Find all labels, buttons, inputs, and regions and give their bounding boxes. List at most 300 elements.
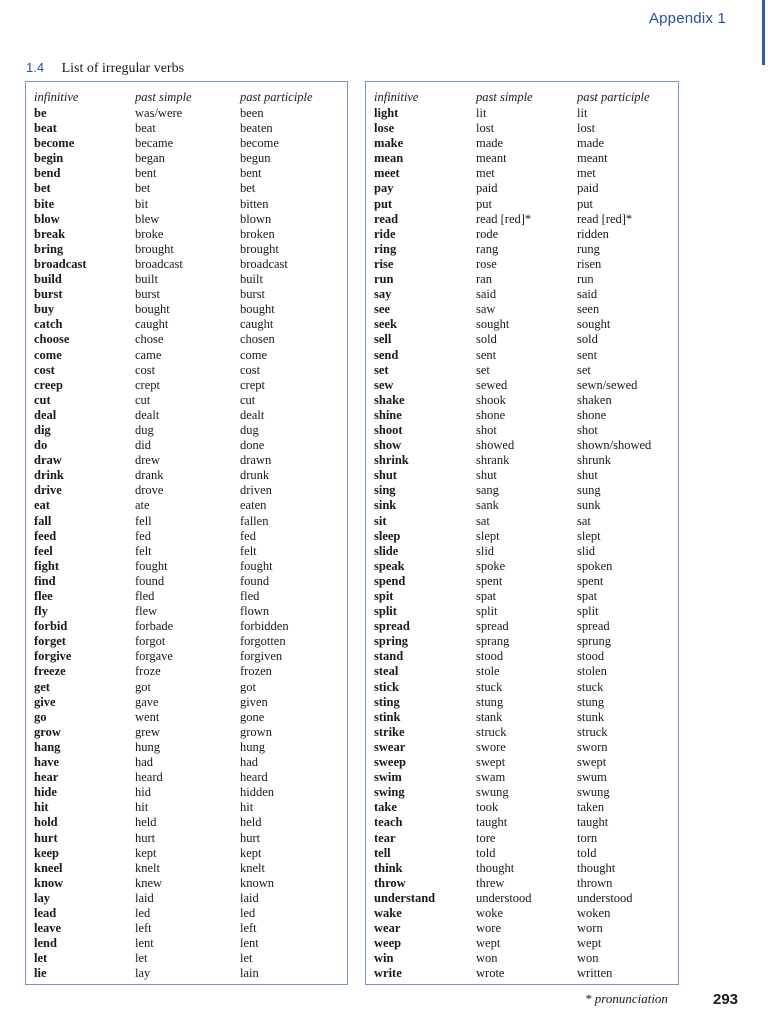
verb-row <box>374 740 677 755</box>
footnote: * pronunciation <box>585 991 668 1006</box>
verb-past-simple: kept <box>135 845 157 860</box>
column-header-infinitive: infinitive <box>374 90 419 104</box>
verb-row <box>374 966 677 981</box>
verb-row <box>374 468 677 483</box>
verb-row <box>374 680 677 695</box>
verb-past-simple: forgot <box>135 634 166 649</box>
verb-row <box>374 604 677 619</box>
verb-past-simple: fought <box>135 558 168 573</box>
verb-past-participle: read [red]* <box>577 211 633 226</box>
verb-past-simple: won <box>476 951 498 966</box>
verb-past-simple: spread <box>476 619 509 634</box>
verb-past-participle: woken <box>577 905 611 920</box>
verb-row <box>374 695 677 710</box>
verb-past-participle: got <box>240 679 256 694</box>
verb-row <box>34 861 345 876</box>
verb-infinitive: drink <box>34 468 64 483</box>
verb-row <box>34 695 345 710</box>
verb-infinitive: fly <box>34 604 48 619</box>
verb-past-participle: grown <box>240 724 272 739</box>
verb-past-simple: stood <box>476 649 504 664</box>
verb-row <box>374 876 677 891</box>
verb-infinitive: stick <box>374 679 399 694</box>
verb-row <box>374 951 677 966</box>
verb-row <box>34 423 345 438</box>
verb-past-simple: caught <box>135 317 169 332</box>
verb-past-simple: brought <box>135 241 174 256</box>
verb-past-participle: left <box>240 921 257 936</box>
verb-past-simple: led <box>135 905 151 920</box>
verb-infinitive: keep <box>34 845 59 860</box>
verb-past-participle: stuck <box>577 679 604 694</box>
verb-row <box>34 770 345 785</box>
verb-row <box>374 227 677 242</box>
verb-infinitive: eat <box>34 498 50 513</box>
verb-past-participle: bought <box>240 302 275 317</box>
verb-past-simple: threw <box>476 875 505 890</box>
verb-past-participle: seen <box>577 302 600 317</box>
verb-past-participle: spread <box>577 619 610 634</box>
verb-past-participle: fed <box>240 528 256 543</box>
verb-infinitive: hear <box>34 770 59 785</box>
column-header-past-simple: past simple <box>476 90 533 104</box>
verb-past-participle: put <box>577 196 593 211</box>
verb-past-simple: forbade <box>135 619 174 634</box>
verb-infinitive: send <box>374 347 399 362</box>
verb-infinitive: become <box>34 136 75 151</box>
verb-past-participle: dealt <box>240 407 265 422</box>
verb-row <box>374 136 677 151</box>
section-number: 1.4 <box>26 60 45 75</box>
verb-infinitive: swear <box>374 739 406 754</box>
verb-row <box>374 498 677 513</box>
verb-infinitive: put <box>374 196 393 211</box>
verb-infinitive: stand <box>374 649 404 664</box>
verb-past-participle: hung <box>240 739 265 754</box>
verb-list-right <box>374 106 677 981</box>
verb-infinitive: think <box>374 860 403 875</box>
verb-past-participle: chosen <box>240 332 275 347</box>
verb-row <box>374 408 677 423</box>
verb-past-participle: lent <box>240 936 259 951</box>
verb-infinitive: swim <box>374 770 402 785</box>
verb-row <box>34 106 345 121</box>
verb-past-simple: spoke <box>476 558 506 573</box>
verb-infinitive: be <box>34 106 47 120</box>
verb-past-simple: sat <box>476 513 490 528</box>
verb-row <box>374 725 677 740</box>
verb-past-simple: crept <box>135 377 160 392</box>
verb-past-simple: held <box>135 815 157 830</box>
verb-row <box>374 619 677 634</box>
verb-infinitive: deal <box>34 407 57 422</box>
verb-infinitive: say <box>374 287 392 302</box>
verb-row <box>374 257 677 272</box>
verb-infinitive: break <box>34 226 66 241</box>
verb-past-simple: rose <box>476 256 497 271</box>
verb-past-simple: said <box>476 287 497 302</box>
verb-past-participle: flown <box>240 604 270 619</box>
verb-infinitive: spend <box>374 573 406 588</box>
verb-row <box>374 800 677 815</box>
verb-row <box>374 936 677 951</box>
section-title: List of irregular verbs <box>61 61 185 76</box>
verb-row <box>34 604 345 619</box>
verb-past-participle: found <box>240 573 270 588</box>
verb-past-participle: made <box>577 136 605 151</box>
verb-infinitive: pay <box>374 181 394 196</box>
verb-row <box>374 483 677 498</box>
verb-infinitive: fall <box>34 513 52 528</box>
verb-past-simple: sewed <box>476 377 508 392</box>
verb-row <box>34 831 345 846</box>
verb-past-simple: broadcast <box>135 256 183 271</box>
verb-past-simple: drew <box>135 453 160 468</box>
verb-row <box>374 831 677 846</box>
verb-past-participle: meant <box>577 151 608 166</box>
verb-past-participle: been <box>240 106 264 120</box>
verb-past-participle: crept <box>240 377 265 392</box>
verb-infinitive: strike <box>374 724 405 739</box>
verb-past-simple: lit <box>476 106 487 120</box>
verb-past-simple: swam <box>476 770 506 785</box>
verb-row <box>34 514 345 529</box>
verb-past-simple: did <box>135 438 151 453</box>
verb-row <box>34 197 345 212</box>
verb-past-simple: let <box>135 951 148 966</box>
verb-infinitive: sit <box>374 513 387 528</box>
verb-infinitive: sing <box>374 483 396 498</box>
verb-past-simple: cut <box>135 392 151 407</box>
verb-row <box>34 348 345 363</box>
verb-past-participle: drunk <box>240 468 270 483</box>
verb-row <box>374 785 677 800</box>
verb-past-simple: slid <box>476 543 495 558</box>
verb-past-simple: woke <box>476 905 504 920</box>
verb-past-participle: frozen <box>240 664 272 679</box>
verb-infinitive: throw <box>374 875 406 890</box>
verb-past-simple: shook <box>476 392 506 407</box>
verb-row <box>34 408 345 423</box>
verb-infinitive: spread <box>374 619 410 634</box>
verb-past-participle: caught <box>240 317 274 332</box>
verb-infinitive: win <box>374 951 394 966</box>
verb-past-participle: forgiven <box>240 649 283 664</box>
verb-past-participle: forbidden <box>240 619 289 634</box>
verb-past-participle: kept <box>240 845 262 860</box>
verb-infinitive: begin <box>34 151 64 166</box>
verb-past-simple: was/were <box>135 106 183 120</box>
verb-infinitive: bet <box>34 181 51 196</box>
column-header-past-participle: past participle <box>240 90 313 104</box>
verb-row <box>34 921 345 936</box>
verb-infinitive: mean <box>374 151 404 166</box>
verb-infinitive: ride <box>374 226 396 241</box>
column-header-infinitive: infinitive <box>34 90 79 104</box>
verb-row <box>374 317 677 332</box>
verb-infinitive: leave <box>34 921 62 936</box>
verb-past-simple: knelt <box>135 860 160 875</box>
verb-past-simple: set <box>476 362 490 377</box>
verb-past-participle: met <box>577 166 596 181</box>
verb-past-participle: swept <box>577 755 607 770</box>
verb-past-participle: ridden <box>577 226 609 241</box>
verb-past-participle: taught <box>577 815 609 830</box>
verb-infinitive: give <box>34 694 56 709</box>
verb-past-participle: drawn <box>240 453 272 468</box>
verb-infinitive: weep <box>374 936 402 951</box>
verb-infinitive: find <box>34 573 56 588</box>
verb-past-simple: felt <box>135 543 152 558</box>
verb-row <box>374 921 677 936</box>
verb-infinitive: shine <box>374 407 402 422</box>
verb-infinitive: show <box>374 438 402 453</box>
verb-past-simple: had <box>135 755 154 770</box>
verb-past-participle: broadcast <box>240 256 288 271</box>
verb-past-participle: bitten <box>240 196 269 211</box>
verb-row <box>34 363 345 378</box>
verb-infinitive: sink <box>374 498 397 513</box>
verb-past-simple: sent <box>476 347 497 362</box>
verb-infinitive: lie <box>34 966 47 981</box>
verb-past-simple: shone <box>476 407 506 422</box>
verb-infinitive: broadcast <box>34 256 87 271</box>
verb-past-simple: chose <box>135 332 164 347</box>
verb-row <box>374 287 677 302</box>
verb-infinitive: fight <box>34 558 59 573</box>
verb-past-participle: forgotten <box>240 634 286 649</box>
verb-row <box>34 634 345 649</box>
verb-past-participle: spent <box>577 573 604 588</box>
verb-infinitive: hurt <box>34 830 58 845</box>
verb-infinitive: have <box>34 755 59 770</box>
verb-past-simple: burst <box>135 287 160 302</box>
verb-past-simple: wore <box>476 921 501 936</box>
verb-past-participle: gone <box>240 709 265 724</box>
verb-row <box>374 393 677 408</box>
verb-past-simple: wrote <box>476 966 505 981</box>
verb-past-simple: blew <box>135 211 160 226</box>
verb-infinitive: slide <box>374 543 399 558</box>
verb-past-participle: spoken <box>577 558 613 573</box>
verb-past-simple: spent <box>476 573 503 588</box>
verb-infinitive: choose <box>34 332 70 347</box>
verb-infinitive: swing <box>374 785 405 800</box>
verb-infinitive: sell <box>374 332 392 347</box>
verb-row <box>374 529 677 544</box>
verb-past-participle: dug <box>240 422 259 437</box>
verb-row <box>34 438 345 453</box>
verb-past-simple: laid <box>135 890 154 905</box>
verb-infinitive: spring <box>374 634 409 649</box>
verb-row <box>34 755 345 770</box>
verb-past-simple: meant <box>476 151 507 166</box>
verb-row <box>374 906 677 921</box>
verb-past-participle: cost <box>240 362 261 377</box>
verb-past-simple: found <box>135 573 165 588</box>
verb-infinitive: hang <box>34 739 61 754</box>
verb-infinitive: hide <box>34 785 57 800</box>
verb-past-simple: saw <box>476 302 496 317</box>
verb-past-simple: ate <box>135 498 150 513</box>
verb-past-participle: fled <box>240 589 260 603</box>
verb-infinitive: catch <box>34 317 63 332</box>
verb-past-participle: shone <box>577 407 607 422</box>
verb-past-simple: stuck <box>476 679 503 694</box>
verb-past-simple: froze <box>135 664 161 679</box>
verb-row <box>34 725 345 740</box>
verb-past-participle: beaten <box>240 121 273 136</box>
verb-row <box>34 136 345 151</box>
verb-infinitive: come <box>34 347 62 362</box>
verb-past-simple: sold <box>476 332 497 347</box>
verb-infinitive: freeze <box>34 664 66 679</box>
verb-past-participle: come <box>240 347 268 362</box>
verb-past-participle: begun <box>240 151 271 166</box>
verb-past-simple: met <box>476 166 495 181</box>
table-header-row <box>34 88 345 106</box>
verb-row <box>34 529 345 544</box>
verb-past-simple: bet <box>135 181 151 196</box>
verb-row <box>34 800 345 815</box>
verb-past-simple: drank <box>135 468 164 483</box>
verb-row <box>374 272 677 287</box>
verb-past-participle: sold <box>577 332 598 347</box>
verb-infinitive: forbid <box>34 619 68 634</box>
verb-past-participle: laid <box>240 890 259 905</box>
verb-row <box>374 815 677 830</box>
verb-row <box>34 287 345 302</box>
verb-row <box>34 846 345 861</box>
verb-infinitive: build <box>34 272 62 287</box>
verb-infinitive: wear <box>374 921 401 936</box>
verb-past-participle: swum <box>577 770 607 785</box>
verb-row <box>374 514 677 529</box>
verb-past-participle: run <box>577 272 594 287</box>
verb-past-simple: grew <box>135 724 160 739</box>
verb-row <box>34 272 345 287</box>
verb-past-participle: broken <box>240 226 275 241</box>
verb-past-participle: sprung <box>577 634 612 649</box>
verb-infinitive: shake <box>374 392 405 407</box>
verb-infinitive: kneel <box>34 860 63 875</box>
verb-past-simple: taught <box>476 815 508 830</box>
verb-past-simple: lost <box>476 121 495 136</box>
verb-past-participle: said <box>577 287 598 302</box>
verb-row <box>374 664 677 679</box>
verb-infinitive: ring <box>374 241 397 256</box>
verb-past-simple: understood <box>476 890 532 905</box>
verb-infinitive: meet <box>374 166 400 181</box>
verb-past-participle: stood <box>577 649 605 664</box>
verb-row <box>374 755 677 770</box>
verb-row <box>34 227 345 242</box>
verb-past-participle: hidden <box>240 785 275 800</box>
verb-past-simple: cost <box>135 362 156 377</box>
verb-past-simple: wept <box>476 936 501 951</box>
verb-infinitive: do <box>34 438 48 453</box>
verb-past-simple: slept <box>476 528 500 543</box>
verb-list-left <box>34 106 345 981</box>
verb-row <box>34 378 345 393</box>
verb-infinitive: hold <box>34 815 58 830</box>
verb-infinitive: beat <box>34 121 57 136</box>
verb-past-participle: burst <box>240 287 265 302</box>
verb-infinitive: read <box>374 211 399 226</box>
verb-row <box>34 559 345 574</box>
verb-past-participle: fallen <box>240 513 269 528</box>
verb-past-participle: hit <box>240 800 254 815</box>
verb-past-participle: hurt <box>240 830 261 845</box>
verb-row <box>34 468 345 483</box>
verb-infinitive: light <box>374 106 399 120</box>
section-heading <box>26 60 184 77</box>
verb-row <box>374 181 677 196</box>
verb-past-participle: sat <box>577 513 591 528</box>
verb-infinitive: steal <box>374 664 399 679</box>
verb-row <box>374 151 677 166</box>
verb-past-participle: bent <box>240 166 262 181</box>
verb-row <box>374 649 677 664</box>
verb-past-simple: sank <box>476 498 499 513</box>
verb-past-simple: beat <box>135 121 156 136</box>
verb-past-simple: shut <box>476 468 497 483</box>
verb-past-simple: thought <box>476 860 515 875</box>
verb-row <box>34 664 345 679</box>
verb-past-participle: known <box>240 875 275 890</box>
verb-past-participle: felt <box>240 543 257 558</box>
verb-row <box>374 891 677 906</box>
verb-past-participle: lit <box>577 106 588 120</box>
verb-row <box>34 257 345 272</box>
verb-infinitive: get <box>34 679 50 694</box>
verb-row <box>34 302 345 317</box>
verb-past-simple: bought <box>135 302 170 317</box>
verb-past-simple: paid <box>476 181 498 196</box>
verb-infinitive: wake <box>374 905 402 920</box>
verb-row <box>374 544 677 559</box>
verb-row <box>34 906 345 921</box>
column-header-past-participle: past participle <box>577 90 650 104</box>
verb-past-simple: split <box>476 604 498 619</box>
verb-past-simple: took <box>476 800 499 815</box>
verb-row <box>34 544 345 559</box>
verb-past-simple: swept <box>476 755 506 770</box>
verb-past-participle: led <box>240 905 256 920</box>
verb-infinitive: let <box>34 951 48 966</box>
verb-past-simple: began <box>135 151 165 166</box>
verb-past-simple: came <box>135 347 162 362</box>
verb-past-participle: told <box>577 845 597 860</box>
verb-past-simple: tore <box>476 830 496 845</box>
verb-row <box>34 891 345 906</box>
verb-past-simple: sprang <box>476 634 510 649</box>
verb-row <box>374 770 677 785</box>
verb-infinitive: sting <box>374 694 400 709</box>
verb-past-simple: shrank <box>476 453 510 468</box>
verb-past-participle: torn <box>577 830 598 845</box>
verb-past-simple: fed <box>135 528 151 543</box>
table-header-row <box>374 88 677 106</box>
verb-row <box>34 876 345 891</box>
verb-row <box>34 166 345 181</box>
verb-past-participle: shaken <box>577 392 612 407</box>
verb-row <box>374 302 677 317</box>
verb-infinitive: cut <box>34 392 51 407</box>
verb-row <box>374 121 677 136</box>
verb-row <box>34 966 345 981</box>
verb-past-simple: stank <box>476 709 503 724</box>
